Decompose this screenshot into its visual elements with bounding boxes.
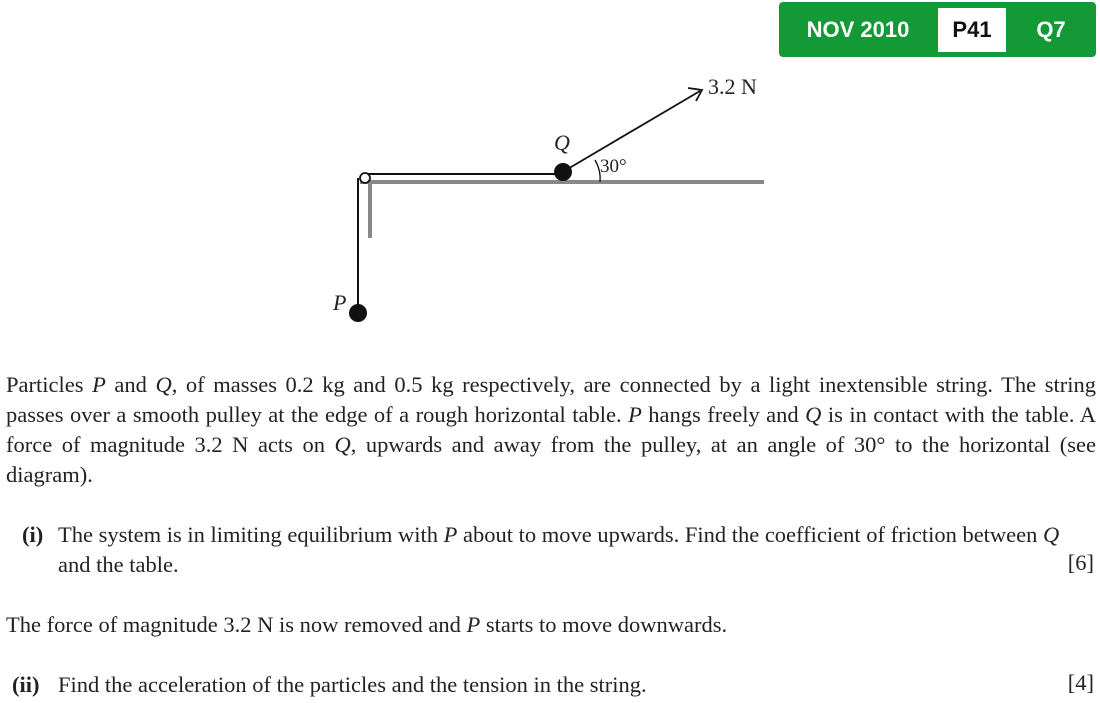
part-ii-text: Find the acceleration of the particles and the tension in the string. [58,672,647,697]
force-label: 3.2 N [708,74,757,99]
label-p: P [333,290,347,315]
part-ii [12,670,40,700]
question-number: Q7 [1036,17,1066,42]
pulley-diagram [0,0,800,340]
angle-label: 30° [600,156,627,177]
part-i-marks: [6] [1067,550,1094,575]
part-i [22,520,43,550]
part-i-text: The system is in limiting equilibrium with P about to move upwards. Find the coefficient of friction between Q and the table. [58,522,1060,577]
part-ii-number: (ii) [12,672,40,697]
particle-q [554,163,572,181]
pulley [360,173,370,183]
middle-statement: The force of magnitude 3.2 N is now removed and P starts to move downwards. [6,612,728,637]
particle-p [349,304,367,322]
exam-date: NOV 2010 [806,17,910,42]
part-ii-marks: [4] [1067,670,1094,695]
question-badge [779,2,1096,57]
paper-number: P41 [938,8,1006,52]
force-arrow [566,91,700,170]
label-q: Q [554,130,570,155]
question-intro: Particles P and Q, of masses 0.2 kg and 0.5 kg respectively, are connected by a light inextensible string. The string passes over a smooth pulley at the edge of a rough horizontal table. P hangs freely and Q is in contact with the table. A force of magnitude 3.2 N acts on Q, upwards and away from the pulley, at an angle of 30° to the horizontal (see diagram). [6,372,1096,487]
part-i-number: (i) [22,522,44,547]
